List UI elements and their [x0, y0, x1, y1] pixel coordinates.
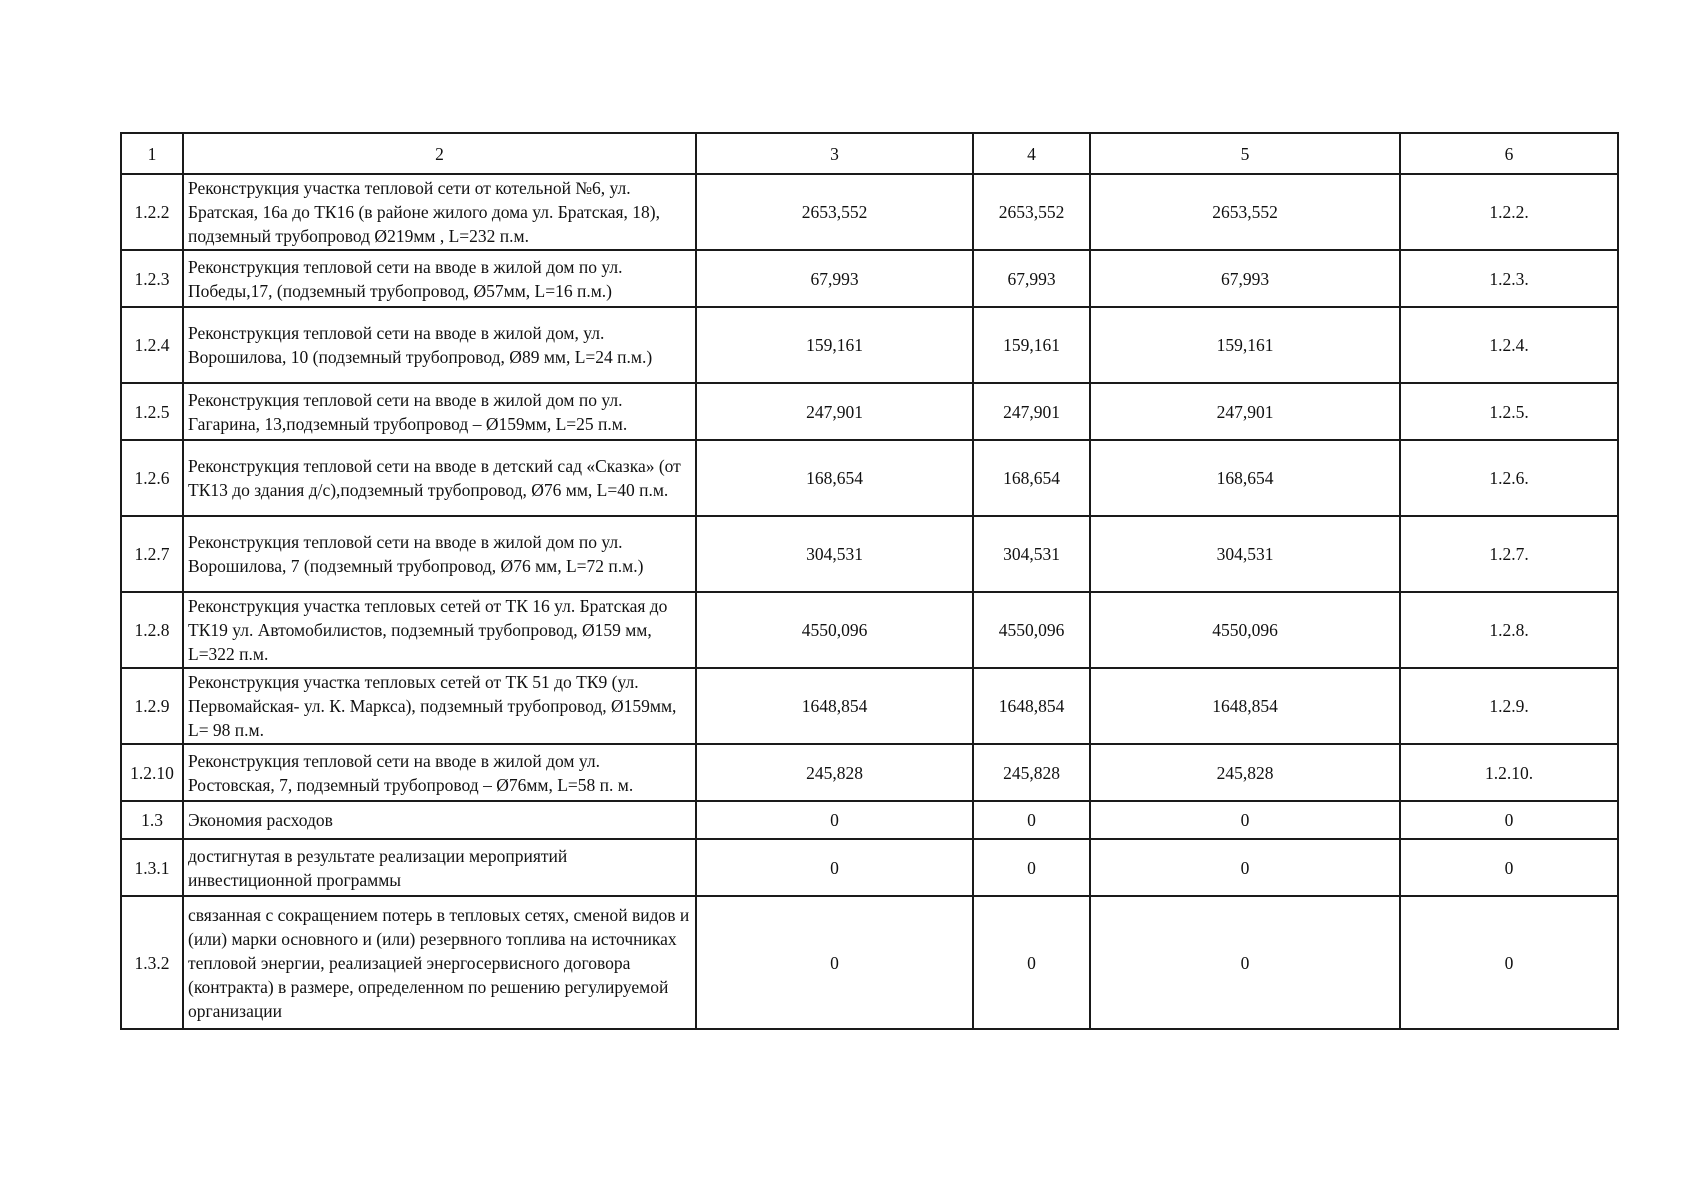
row-value-col5: 1648,854: [1090, 668, 1400, 744]
row-ref-col6: 1.2.5.: [1400, 383, 1618, 440]
row-index: 1.2.6: [121, 440, 183, 516]
row-index: 1.2.8: [121, 592, 183, 668]
row-index: 1.3.1: [121, 839, 183, 896]
row-value-col4: 0: [973, 801, 1090, 839]
row-ref-col6: 1.2.6.: [1400, 440, 1618, 516]
row-value-col4: 67,993: [973, 250, 1090, 307]
row-ref-col6: 1.2.8.: [1400, 592, 1618, 668]
row-description: Реконструкция тепловой сети на вводе в детский сад «Сказка» (от ТК13 до здания д/с),подземный трубопровод, Ø76 мм, L=40 п.м.: [183, 440, 696, 516]
row-value-col4: 0: [973, 896, 1090, 1029]
row-value-col3: 168,654: [696, 440, 973, 516]
header-cell-4: 4: [973, 133, 1090, 174]
row-description: достигнутая в результате реализации мероприятий инвестиционной программы: [183, 839, 696, 896]
row-value-col4: 168,654: [973, 440, 1090, 516]
row-index: 1.2.10: [121, 744, 183, 801]
row-value-col3: 0: [696, 839, 973, 896]
row-value-col4: 1648,854: [973, 668, 1090, 744]
header-cell-1: 1: [121, 133, 183, 174]
row-ref-col6: 1.2.7.: [1400, 516, 1618, 592]
row-value-col4: 2653,552: [973, 174, 1090, 250]
row-ref-col6: 0: [1400, 801, 1618, 839]
investment-table: [120, 132, 1619, 1030]
row-value-col3: 0: [696, 801, 973, 839]
row-value-col4: 4550,096: [973, 592, 1090, 668]
table-row: [121, 592, 1618, 668]
row-ref-col6: 0: [1400, 896, 1618, 1029]
row-value-col4: 0: [973, 839, 1090, 896]
header-cell-6: 6: [1400, 133, 1618, 174]
row-description: Экономия расходов: [183, 801, 696, 839]
row-index: 1.2.7: [121, 516, 183, 592]
row-index: 1.2.2: [121, 174, 183, 250]
row-value-col3: 245,828: [696, 744, 973, 801]
row-index: 1.2.9: [121, 668, 183, 744]
row-value-col3: 247,901: [696, 383, 973, 440]
header-cell-5: 5: [1090, 133, 1400, 174]
row-description: Реконструкция участка тепловой сети от котельной №6, ул. Братская, 16а до ТК16 (в районе жилого дома ул. Братская, 18), подземный трубопровод Ø219мм , L=232 п.м.: [183, 174, 696, 250]
table-row: [121, 307, 1618, 383]
row-value-col3: 1648,854: [696, 668, 973, 744]
row-ref-col6: 0: [1400, 839, 1618, 896]
table-row: [121, 250, 1618, 307]
row-value-col5: 0: [1090, 896, 1400, 1029]
table-row: [121, 668, 1618, 744]
row-index: 1.2.4: [121, 307, 183, 383]
row-description: Реконструкция тепловой сети на вводе в жилой дом, ул. Ворошилова, 10 (подземный трубопровод, Ø89 мм, L=24 п.м.): [183, 307, 696, 383]
row-value-col4: 247,901: [973, 383, 1090, 440]
row-value-col3: 0: [696, 896, 973, 1029]
row-value-col3: 67,993: [696, 250, 973, 307]
row-ref-col6: 1.2.10.: [1400, 744, 1618, 801]
row-index: 1.3.2: [121, 896, 183, 1029]
table-row: [121, 896, 1618, 1029]
row-value-col5: 304,531: [1090, 516, 1400, 592]
row-description: Реконструкция тепловой сети на вводе в жилой дом по ул. Ворошилова, 7 (подземный трубопровод, Ø76 мм, L=72 п.м.): [183, 516, 696, 592]
row-value-col3: 304,531: [696, 516, 973, 592]
row-value-col3: 159,161: [696, 307, 973, 383]
table-row: [121, 383, 1618, 440]
row-value-col5: 67,993: [1090, 250, 1400, 307]
row-value-col5: 168,654: [1090, 440, 1400, 516]
row-description: Реконструкция участка тепловых сетей от ТК 16 ул. Братская до ТК19 ул. Автомобилистов, подземный трубопровод, Ø159 мм, L=322 п.м.: [183, 592, 696, 668]
row-value-col5: 0: [1090, 839, 1400, 896]
table-row: [121, 440, 1618, 516]
row-ref-col6: 1.2.2.: [1400, 174, 1618, 250]
table-row: [121, 516, 1618, 592]
row-description: связанная с сокращением потерь в тепловых сетях, сменой видов и (или) марки основного и (или) резервного топлива на источниках тепловой энергии, реализацией энергосервисного договора (контракта) в размере, определенном по решению регулируемой организации: [183, 896, 696, 1029]
row-value-col5: 245,828: [1090, 744, 1400, 801]
row-ref-col6: 1.2.3.: [1400, 250, 1618, 307]
table-row: [121, 801, 1618, 839]
table-row: [121, 174, 1618, 250]
row-value-col5: 0: [1090, 801, 1400, 839]
row-value-col5: 247,901: [1090, 383, 1400, 440]
header-cell-3: 3: [696, 133, 973, 174]
row-description: Реконструкция участка тепловых сетей от ТК 51 до ТК9 (ул. Первомайская- ул. К. Маркса), подземный трубопровод, Ø159мм, L= 98 п.м.: [183, 668, 696, 744]
table-row: [121, 744, 1618, 801]
row-value-col4: 245,828: [973, 744, 1090, 801]
row-value-col4: 304,531: [973, 516, 1090, 592]
row-description: Реконструкция тепловой сети на вводе в жилой дом ул. Ростовская, 7, подземный трубопровод – Ø76мм, L=58 п. м.: [183, 744, 696, 801]
row-value-col5: 159,161: [1090, 307, 1400, 383]
table-row: [121, 839, 1618, 896]
row-index: 1.3: [121, 801, 183, 839]
row-value-col5: 2653,552: [1090, 174, 1400, 250]
row-index: 1.2.5: [121, 383, 183, 440]
table-header-row: [121, 133, 1618, 174]
row-description: Реконструкция тепловой сети на вводе в жилой дом по ул. Гагарина, 13,подземный трубопровод – Ø159мм, L=25 п.м.: [183, 383, 696, 440]
header-cell-2: 2: [183, 133, 696, 174]
row-value-col4: 159,161: [973, 307, 1090, 383]
row-ref-col6: 1.2.9.: [1400, 668, 1618, 744]
row-description: Реконструкция тепловой сети на вводе в жилой дом по ул. Победы,17, (подземный трубопровод, Ø57мм, L=16 п.м.): [183, 250, 696, 307]
row-value-col3: 2653,552: [696, 174, 973, 250]
row-value-col3: 4550,096: [696, 592, 973, 668]
row-index: 1.2.3: [121, 250, 183, 307]
row-value-col5: 4550,096: [1090, 592, 1400, 668]
row-ref-col6: 1.2.4.: [1400, 307, 1618, 383]
